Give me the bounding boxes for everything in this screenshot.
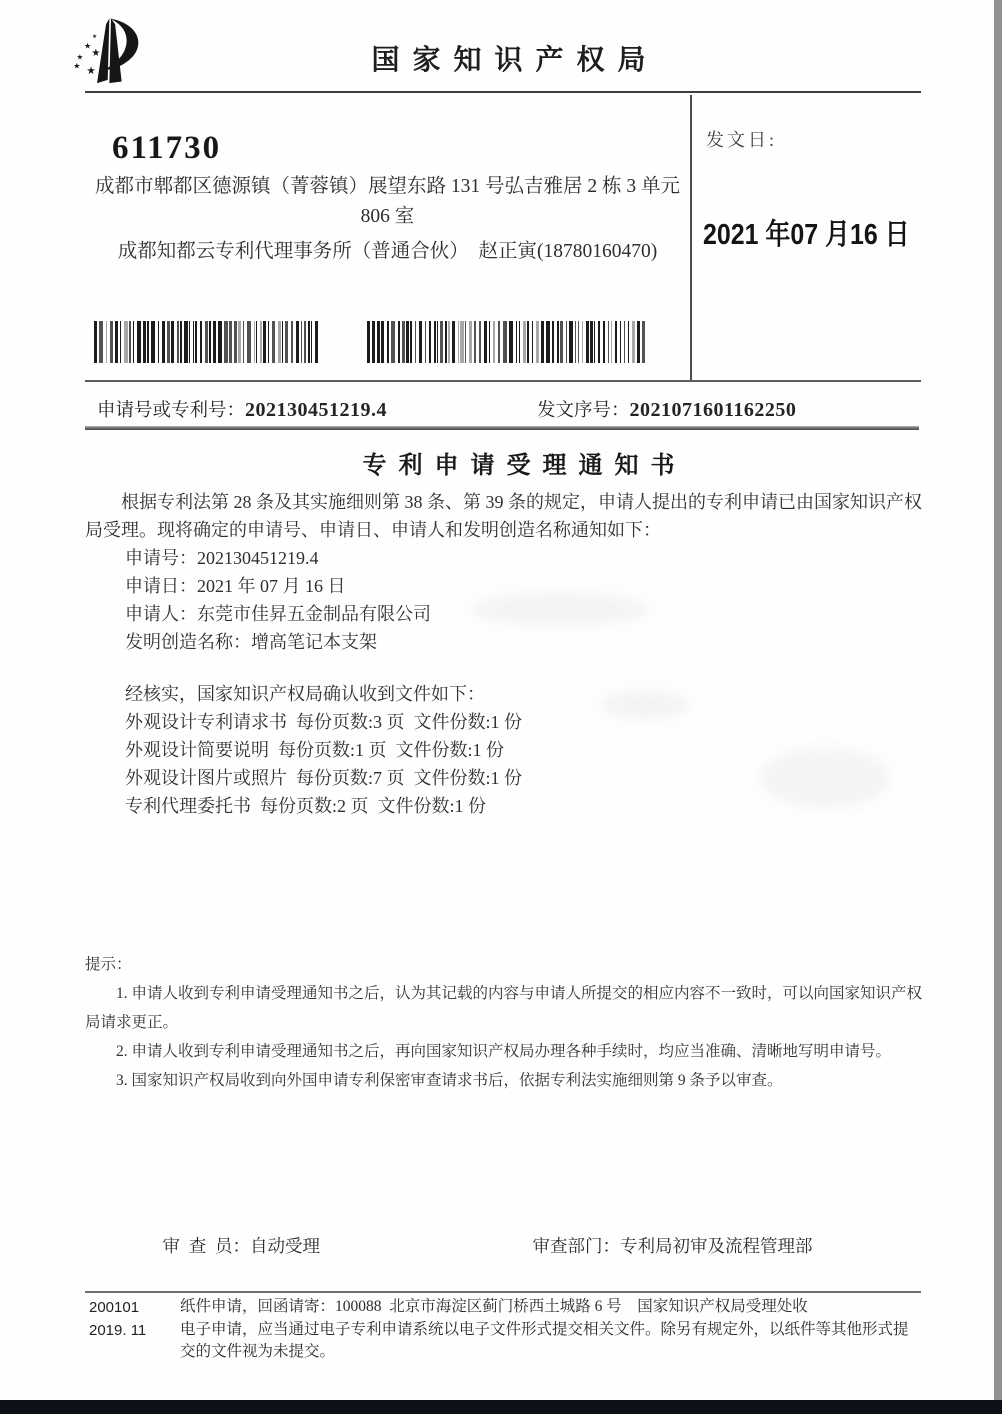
tips-item: 2. 申请人收到专利申请受理通知书之后，再向国家知识产权局办理各种手续时，均应当准确、清晰地写明申请号。 [116,1043,892,1060]
footer-note-paper: 纸件申请，回函请寄：100088 北京市海淀区蓟门桥西土城路 6 号 国家知识产权局受理处收 [180,1298,808,1315]
application-number-row [97,396,387,422]
address-box-divider [690,95,692,382]
agency-title: 国 家 知 识 产 权 局 [371,45,649,76]
svg-text:★: ★ [92,34,98,41]
address-line1: 成都市郫都区德源镇（菁蓉镇）展望东路 131 号弘吉雅居 2 栋 3 单元 [95,176,681,197]
form-code: 200101 [89,1299,140,1316]
svg-text:★: ★ [73,61,81,71]
received-item: 外观设计图片或照片 每份页数:7 页 文件份数:1 份 [125,768,522,788]
notice-title: 专 利 申 请 受 理 通 知 书 [362,453,678,479]
barcode-section-divider [85,380,921,382]
received-item: 外观设计简要说明 每份页数:1 页 文件份数:1 份 [125,740,504,760]
received-item: 外观设计专利请求书 每份页数:3 页 文件份数:1 份 [125,712,522,732]
field-label: 申请日： [125,576,197,596]
tips-heading: 提示： [85,956,132,973]
footer-note-electronic: 电子申请，应当通过电子专利申请系统以电子文件形式提交相关文件。除另有规定外，以纸件等其他形式提交的文件视为未提交。 [180,1320,909,1360]
received-intro: 经核实，国家知识产权局确认收到文件如下： [125,684,485,704]
address-line2: 806 室 [360,206,415,227]
field-label: 申请号： [125,548,197,568]
serial-number-value: 2021071601162250 [629,399,797,421]
postal-code: 611730 [112,130,222,166]
footer-notes [180,1296,922,1364]
examiner-label: 审 查 员： [162,1236,250,1256]
field-label: 申请人： [125,604,197,624]
serial-number-row [537,396,796,422]
field-label: 发明创造名称： [125,632,251,652]
title-section-rule [85,426,919,430]
intro-paragraph: 根据专利法第 28 条及其实施细则第 38 条、第 39 条的规定，申请人提出的专利申请已由国家知识产权局受理。现将确定的申请号、申请日、申请人和发明创造名称通知如下： [85,492,922,540]
agent-line: 成都知都云专利代理事务所（普通合伙） 赵正寅(18780160470) [117,241,658,262]
scan-smudge [470,592,650,626]
svg-text:★: ★ [86,66,96,78]
barcode [94,321,322,363]
application-number-label: 申请号或专利号： [97,401,246,421]
scan-edge-bottom [0,1400,1002,1414]
serial-number-label: 发文序号： [537,401,630,421]
tips-item: 3. 国家知识产权局收到向外国申请专利保密审查请求书后，依据专利法实施细则第 9 条予以审查。 [116,1072,783,1089]
scan-smudge [600,690,690,720]
scan-smudge [760,748,890,808]
barcode [367,321,645,363]
examiner-value: 自动受理 [250,1236,320,1256]
svg-text:★: ★ [91,48,101,60]
field-value: 东莞市佳昇五金制品有限公司 [197,604,431,624]
issue-date-value: 2021 年07 月16 日 [703,219,910,251]
recipient-address [95,172,680,267]
footer-divider [85,1291,921,1293]
field-line [125,628,923,656]
tips-item: 1. 申请人收到专利申请受理通知书之后，认为其记载的内容与申请人所提交的相应内容不一致时，可以向国家知识产权局请求更正。 [85,985,923,1031]
form-code-block [89,1297,146,1342]
field-value: 2021 年 07 月 16 日 [197,576,346,596]
department-value: 专利局初审及流程管理部 [620,1236,813,1256]
examiner-row [145,1212,320,1279]
svg-text:★: ★ [76,52,84,62]
form-version: 2019. 11 [89,1321,147,1339]
svg-text:★: ★ [83,41,92,51]
tips-section [85,950,933,1095]
department-row [515,1212,813,1279]
issue-date-label: 发文日: [706,130,778,150]
field-value: 202130451219.4 [197,548,319,568]
scan-edge-right [994,0,1002,1414]
department-label: 审查部门： [532,1236,620,1256]
header-divider [85,91,921,93]
application-number-value: 202130451219.4 [245,399,388,421]
field-line [125,544,923,572]
field-value: 增高笔记本支架 [251,632,377,652]
received-item: 专利代理委托书 每份页数:2 页 文件份数:1 份 [125,796,487,816]
